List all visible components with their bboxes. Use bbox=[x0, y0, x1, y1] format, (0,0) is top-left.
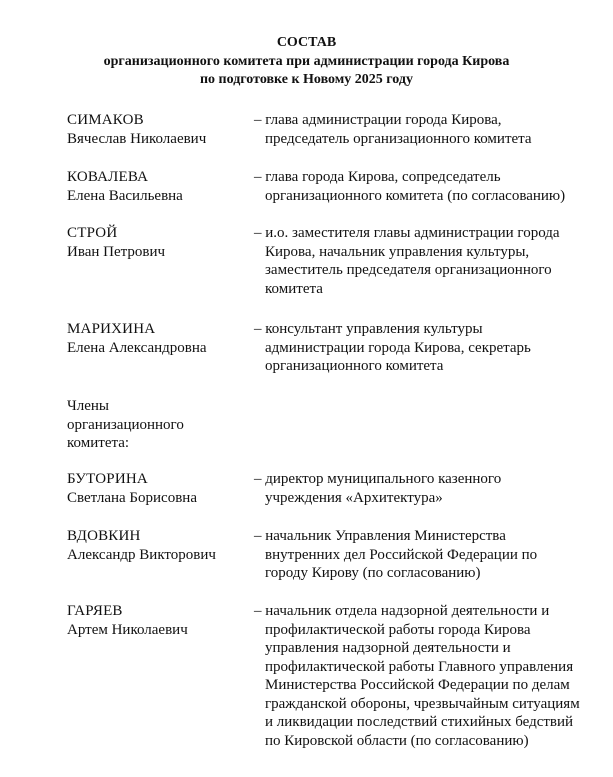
member-surname: ГАРЯЕВ bbox=[67, 603, 123, 619]
document-subtitle-line-1: организационного комитета при администрации города Кирова bbox=[103, 54, 510, 69]
role-line: – начальник Управления Министерства bbox=[254, 528, 506, 544]
role-line: по Кировской области (по согласованию) bbox=[265, 732, 529, 749]
member-name bbox=[67, 602, 252, 639]
member-given-name: Елена Васильевна bbox=[67, 187, 183, 204]
member-given-name: Вячеслав Николаевич bbox=[67, 130, 207, 147]
role-line: – глава администрации города Кирова, bbox=[254, 112, 502, 128]
member-role bbox=[254, 320, 609, 376]
role-line: – и.о. заместителя главы администрации города bbox=[254, 225, 560, 241]
member-name bbox=[67, 470, 252, 507]
role-line: заместитель председателя организационного bbox=[265, 262, 552, 278]
role-line: председатель организационного комитета bbox=[265, 130, 532, 147]
role-line: внутренних дел Российской Федерации по bbox=[265, 546, 538, 563]
members-heading bbox=[67, 397, 267, 453]
member-given-name: Иван Петрович bbox=[67, 243, 166, 260]
member-given-name: Александр Викторович bbox=[67, 546, 216, 563]
member-surname: МАРИХИНА bbox=[67, 321, 156, 337]
role-line: учреждения «Архитектура» bbox=[265, 489, 443, 506]
role-line: организационного комитета (по согласованию) bbox=[265, 187, 566, 204]
document-subtitle-line-2: по подготовке к Новому 2025 году bbox=[199, 72, 413, 87]
member-role bbox=[254, 470, 609, 507]
role-line: Кирова, начальник управления культуры, bbox=[265, 243, 530, 260]
member-given-name: Светлана Борисовна bbox=[67, 489, 197, 506]
member-name bbox=[67, 320, 252, 357]
role-line: организационного комитета bbox=[265, 358, 444, 374]
role-line: комитета bbox=[265, 280, 323, 297]
members-heading-line: организационного bbox=[67, 416, 184, 433]
role-line: гражданской обороны, чрезвычайным ситуациям bbox=[265, 695, 580, 712]
role-line: – консультант управления культуры bbox=[254, 321, 483, 337]
member-role bbox=[254, 527, 609, 583]
member-given-name: Елена Александровна bbox=[67, 339, 207, 356]
member-surname: БУТОРИНА bbox=[67, 471, 148, 487]
member-name bbox=[67, 527, 252, 564]
role-line: городу Кирову (по согласованию) bbox=[265, 565, 481, 581]
role-line: профилактической работы города Кирова bbox=[265, 621, 531, 638]
members-heading-line: комитета: bbox=[67, 435, 130, 451]
member-role bbox=[254, 111, 609, 148]
role-line: Министерства Российской Федерации по делам bbox=[265, 677, 570, 693]
role-line: профилактической работы Главного управления bbox=[265, 658, 574, 675]
role-line: – директор муниципального казенного bbox=[254, 471, 502, 487]
member-role bbox=[254, 224, 609, 298]
members-heading-line: Члены bbox=[67, 398, 109, 414]
member-surname: СТРОЙ bbox=[67, 225, 118, 241]
member-name bbox=[67, 111, 252, 148]
role-line: администрации города Кирова, секретарь bbox=[265, 339, 531, 356]
member-name bbox=[67, 168, 252, 205]
member-role bbox=[254, 168, 609, 205]
role-line: – начальник отдела надзорной деятельности и bbox=[254, 603, 550, 619]
member-surname: ВДОВКИН bbox=[67, 528, 141, 544]
member-name bbox=[67, 224, 252, 261]
role-line: – глава города Кирова, сопредседатель bbox=[254, 169, 501, 185]
member-surname: КОВАЛЕВА bbox=[67, 169, 149, 185]
member-given-name: Артем Николаевич bbox=[67, 621, 188, 638]
member-role bbox=[254, 602, 609, 750]
role-line: и ликвидации последствий стихийных бедствий bbox=[265, 714, 574, 730]
member-surname: СИМАКОВ bbox=[67, 112, 144, 128]
role-line: управления надзорной деятельности и bbox=[265, 640, 511, 656]
document-title: СОСТАВ bbox=[276, 35, 337, 50]
